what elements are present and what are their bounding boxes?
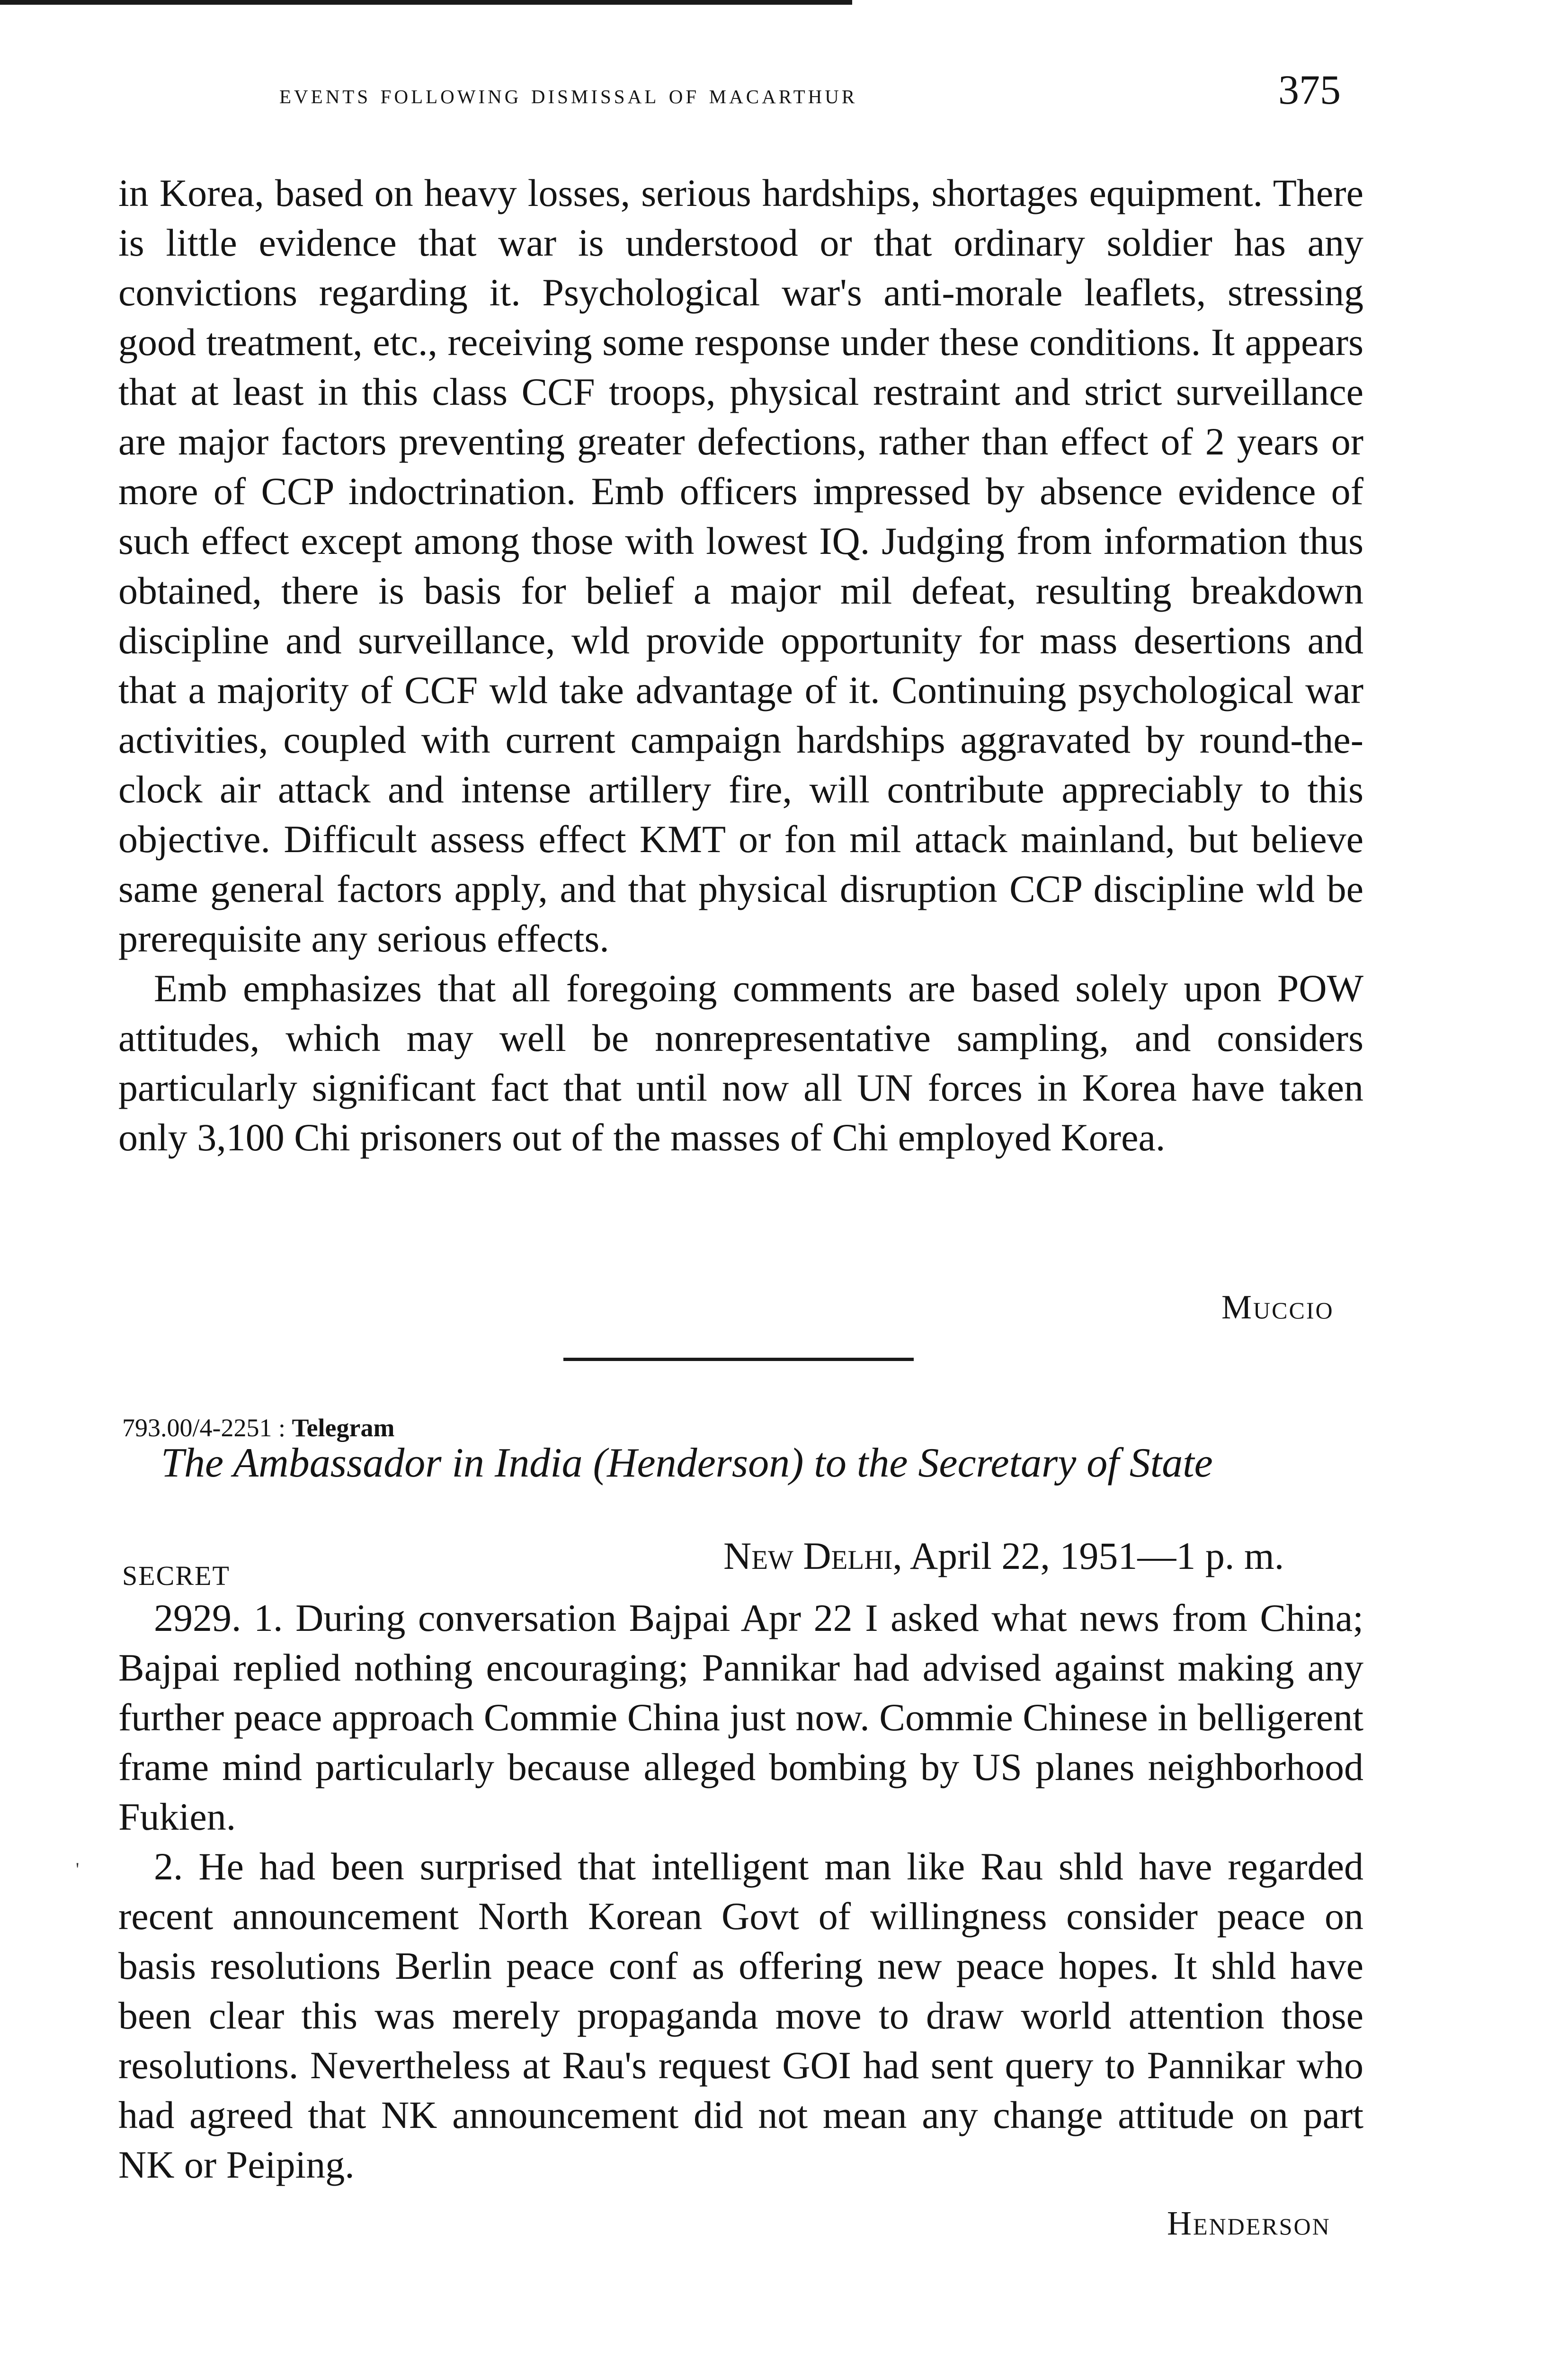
- henderson-paragraph-2: 2. He had been surprised that intelligent man like Rau shld have regarded recent announcement North Korean Govt of willingness consider peace on basis resolutions Berlin peace conf as offering new peace hopes. It shld have been clear this was merely propaganda move to draw world attention those resolutions. Nevertheless at Rau's request GOI had sent query to Pannikar who had agreed that NK announcement did not mean any change attitude on part NK or Peiping.: [118, 1845, 1363, 2186]
- henderson-paragraph-1: 2929. 1. During conversation Bajpai Apr 22 I asked what news from China; Bajpai replied nothing encouraging; Pannikar had advised against making any further peace approach Commie China just now. Commie Chinese in belligerent frame mind particularly because alleged bombing by US planes neighborhood Fukien.: [118, 1596, 1363, 1838]
- section-divider: [563, 1358, 914, 1361]
- dateline-date: April 22, 1951—1 p. m.: [909, 1534, 1284, 1577]
- document-type: Telegram: [292, 1414, 395, 1442]
- dateline-place: New Delhi,: [723, 1534, 902, 1577]
- top-border-rule: [0, 0, 852, 5]
- running-head: events following dismissal of macarthur: [279, 79, 858, 109]
- document-heading: The Ambassador in India (Henderson) to the Secretary of State: [161, 1440, 1213, 1486]
- muccio-paragraph-2: Emb emphasizes that all foregoing comments are based solely upon POW attitudes, which may well be nonrepresentative sampling, and considers particularly significant fact that until now all UN forces in Korea have taken only 3,100 Chi prisoners out of the masses of Chi employed Korea.: [118, 967, 1363, 1159]
- muccio-body: [118, 168, 1363, 1162]
- dateline: [723, 1534, 1284, 1578]
- muccio-signature: Muccio: [1221, 1288, 1334, 1326]
- henderson-body: [118, 1593, 1363, 2189]
- file-reference: [122, 1413, 394, 1442]
- muccio-paragraph-1: in Korea, based on heavy losses, serious hardships, shortages equipment. There is little evidence that war is understood or that ordinary soldier has any convictions regarding it. Psychological war's anti-morale leaflets, stressing good treatment, etc., receiving some response under these conditions. It appears that at least in this class CCF troops, physical restraint and strict surveillance are major factors preventing greater defections, rather than effect of 2 years or more of CCP indoctrination. Emb officers impressed by absence evidence of such effect except among those with lowest IQ. Judging from information thus obtained, there is basis for belief a major mil defeat, resulting breakdown discipline and surveillance, wld provide opportunity for mass desertions and that a majority of CCF wld take advantage of it. Continuing psychological war activities, coupled with current campaign hardships aggravated by round-the-clock air attack and intense artillery fire, will contribute appreciably to this objective. Difficult assess effect KMT or fon mil attack mainland, but believe same general factors apply, and that physical disruption CCP discipline wld be prerequisite any serious effects.: [118, 171, 1363, 960]
- page-number: 375: [1278, 67, 1341, 113]
- file-reference-number: 793.00/4-2251: [122, 1414, 272, 1442]
- henderson-signature: Henderson: [1167, 2204, 1331, 2242]
- margin-mark: ': [76, 1859, 80, 1880]
- classification-label: SECRET: [122, 1560, 230, 1591]
- file-reference-separator: :: [272, 1414, 292, 1442]
